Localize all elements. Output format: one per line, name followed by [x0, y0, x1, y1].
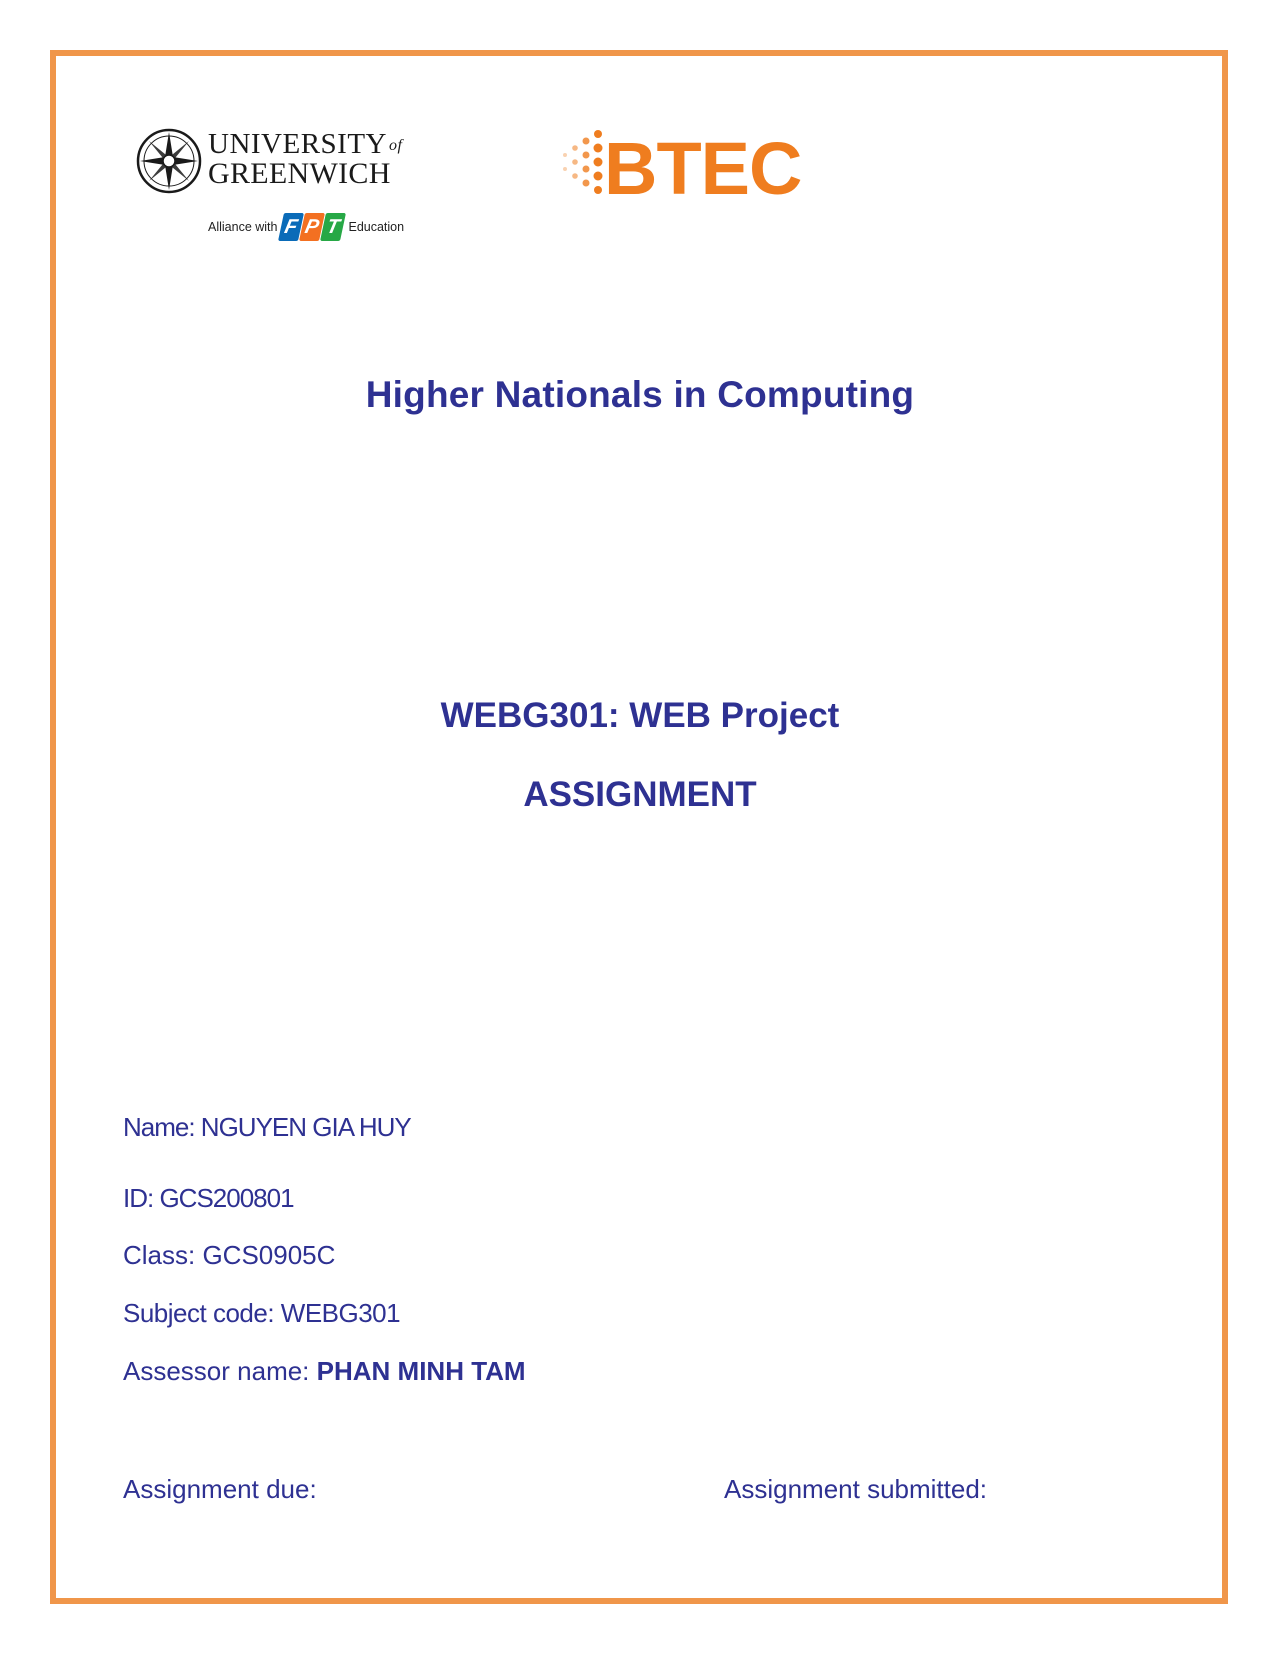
education-label: Education [348, 220, 405, 234]
fpt-letter-t: T [321, 213, 347, 241]
university-wordmark: UNIVERSITY of [208, 128, 403, 160]
subject-code: Subject code: WEBG301 [123, 1298, 401, 1328]
assessor [123, 1357, 526, 1386]
alliance-label: Alliance with [208, 220, 278, 234]
student-name: Name: NGUYEN GIA HUY [123, 1112, 411, 1142]
btec-wordmark: BTEC [604, 127, 802, 210]
btec-dots-icon [560, 128, 604, 208]
assessor-name: PHAN MINH TAM [316, 1356, 526, 1386]
fpt-letter-p: P [300, 213, 326, 241]
greenwich-wordmark: GREENWICH [208, 157, 391, 190]
assessor-label: Assessor name: [123, 1356, 317, 1386]
assignment-due: Assignment due: [123, 1474, 317, 1504]
student-class: Class: GCS0905C [123, 1240, 336, 1270]
fpt-logo [279, 213, 348, 241]
student-id: ID: GCS200801 [123, 1183, 294, 1213]
alliance-line [208, 212, 404, 242]
assignment-submitted: Assignment submitted: [724, 1474, 988, 1504]
btec-logo [560, 128, 810, 208]
greenwich-seal-icon [136, 128, 202, 194]
university-of-greenwich-logo [136, 128, 426, 248]
fpt-letter-f: F [279, 213, 305, 241]
assignment-title: ASSIGNMENT [523, 775, 757, 814]
program-title: Higher Nationals in Computing [365, 374, 915, 415]
course-title: WEBG301: WEB Project [440, 696, 840, 735]
